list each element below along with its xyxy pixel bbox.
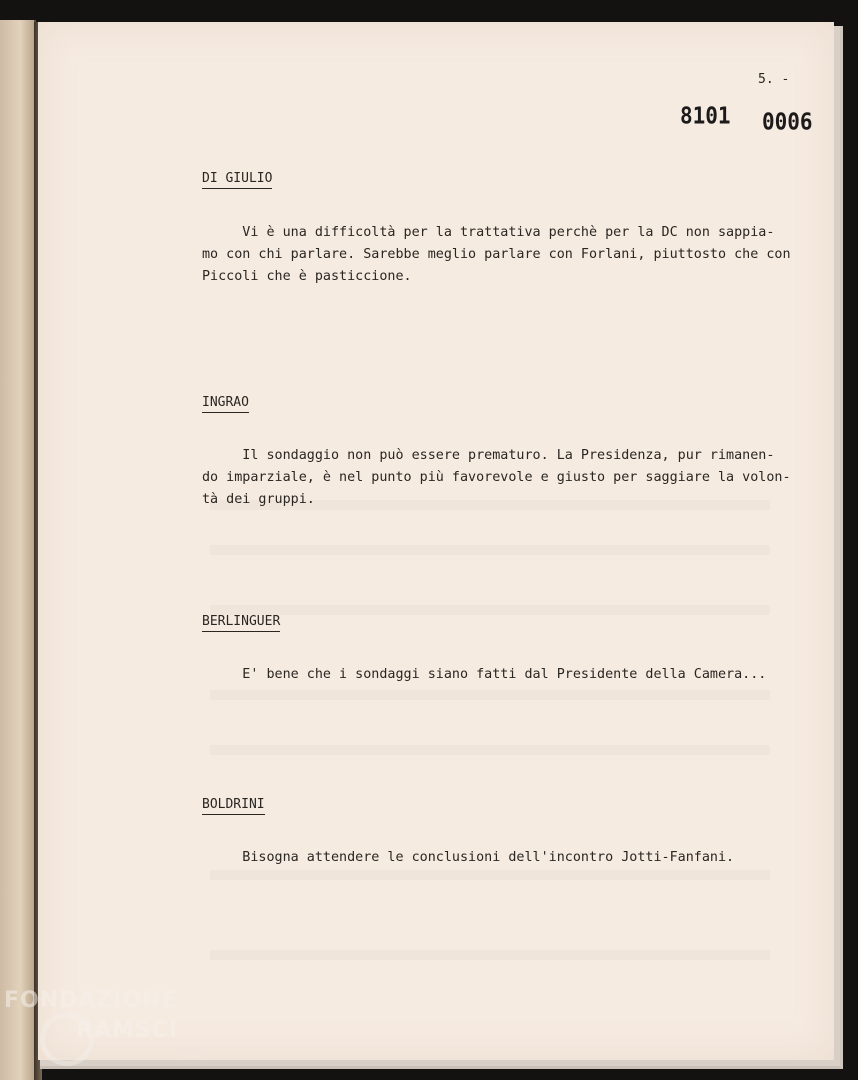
speech-paragraph <box>202 664 802 686</box>
speaker-heading: DI GIULIO <box>202 171 272 189</box>
left-facing-page <box>0 20 36 1080</box>
speech-line: do imparziale, è nel punto più favorevole e giusto per saggiare la volon- <box>202 470 791 485</box>
speech-paragraph <box>202 847 802 869</box>
show-through-line <box>210 870 770 880</box>
speech-line: Bisogna attendere le conclusioni dell'incontro Jotti-Fanfani. <box>202 850 735 865</box>
show-through-line <box>210 545 770 555</box>
watermark-small: onlus <box>180 1052 202 1061</box>
speech-line: E' bene che i sondaggi siano fatti dal Presidente della Camera... <box>202 667 767 682</box>
speaker-heading: BOLDRINI <box>202 797 265 815</box>
show-through-line <box>210 690 770 700</box>
document-page <box>38 22 834 1060</box>
speech-line: tà dei gruppi. <box>202 492 315 507</box>
show-through-line <box>210 950 770 960</box>
speaker-heading: INGRAO <box>202 395 249 413</box>
fondazione-gramsci-watermark <box>4 988 214 1061</box>
speech-line: mo con chi parlare. Sarebbe meglio parlare con Forlani, piuttosto che con <box>202 247 791 262</box>
show-through-line <box>210 745 770 755</box>
speech-line: Vi è una difficoltà per la trattativa perchè per la DC non sappia- <box>202 225 775 240</box>
archive-stamp-number: 0006 <box>762 108 813 136</box>
page-number: 5. - <box>758 72 790 87</box>
speaker-heading: BERLINGUER <box>202 614 280 632</box>
watermark-line1: FONDAZIONE <box>4 988 178 1013</box>
speech-paragraph <box>202 222 802 288</box>
show-through-line <box>210 605 770 615</box>
watermark-line2: RAMSCI <box>76 1018 179 1043</box>
archive-stamp-series: 8101 <box>680 102 731 130</box>
speech-line: Il sondaggio non può essere prematuro. La Presidenza, pur rimanen- <box>202 448 775 463</box>
speech-line: Piccoli che è pasticcione. <box>202 269 412 284</box>
speech-paragraph <box>202 445 802 511</box>
